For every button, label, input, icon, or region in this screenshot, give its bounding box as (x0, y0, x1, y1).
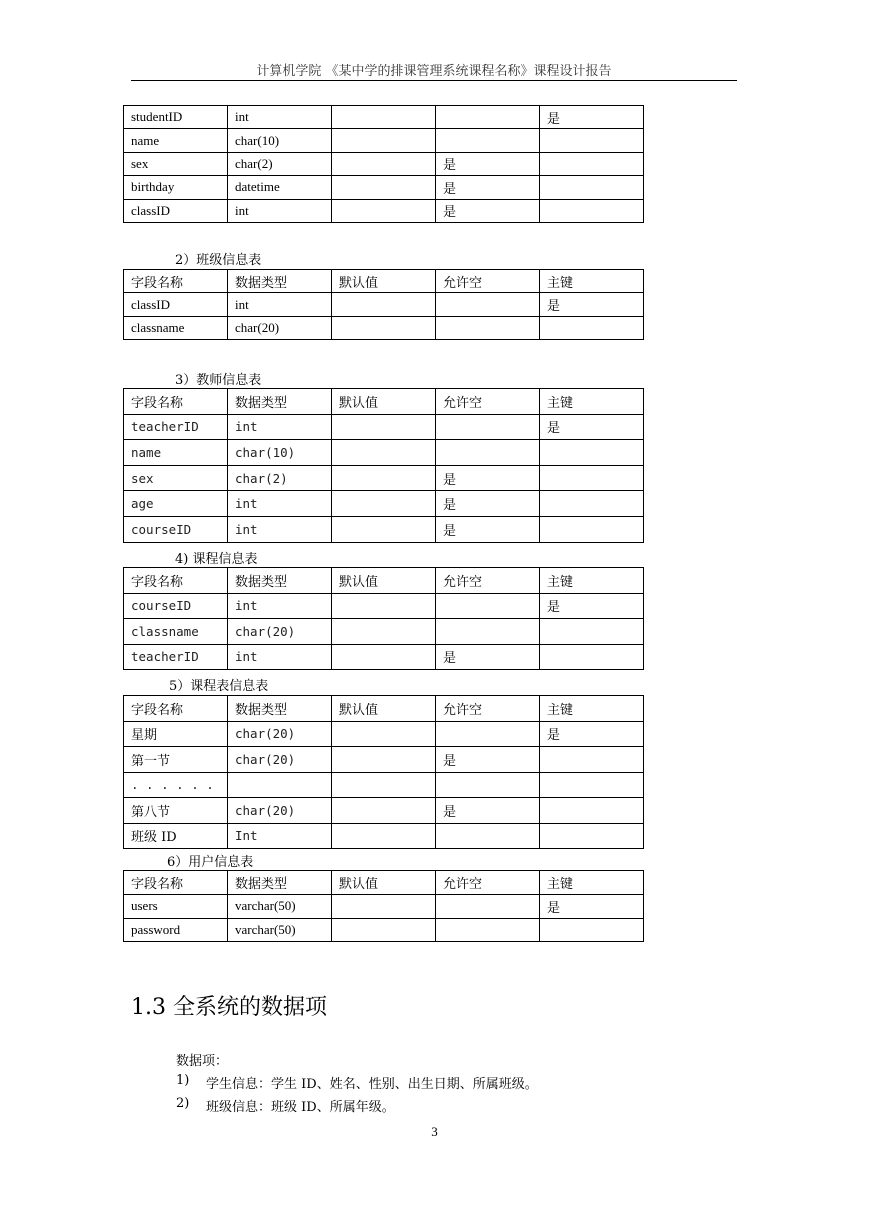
table-cell (436, 440, 540, 466)
table-cell (332, 619, 436, 645)
column-header: 数据类型 (228, 270, 332, 293)
table-cell (436, 316, 540, 339)
table-cell (540, 465, 644, 491)
table-row (124, 293, 644, 316)
teacher-table-caption: 3）教师信息表 (175, 373, 262, 388)
column-header: 默认值 (332, 696, 436, 722)
table-cell (436, 894, 540, 918)
teacher-table (123, 388, 644, 543)
table-cell: 是 (436, 516, 540, 542)
table-cell: 是 (540, 293, 644, 316)
list-item-text: 学生信息：学生 ID、姓名、性别、出生日期、所属班级。 (206, 1077, 538, 1092)
column-header: 默认值 (332, 270, 436, 293)
user-table-caption: 6）用户信息表 (167, 855, 254, 870)
table-cell: password (124, 918, 228, 942)
table-cell (436, 918, 540, 942)
table-row (124, 516, 644, 542)
table-cell: 是 (436, 798, 540, 824)
column-header: 允许空 (436, 270, 540, 293)
table-cell: char(20) (228, 316, 332, 339)
table-cell: 是 (540, 721, 644, 747)
table-cell (332, 894, 436, 918)
column-header: 字段名称 (124, 871, 228, 895)
table-cell (436, 106, 540, 129)
table-cell: birthday (124, 176, 228, 199)
column-header: 数据类型 (228, 871, 332, 895)
table-cell: 班级 ID (124, 823, 228, 849)
list-item-number: 1) (176, 1073, 190, 1088)
table-cell: int (228, 293, 332, 316)
table-row (124, 772, 644, 798)
table-cell (332, 152, 436, 175)
column-header: 数据类型 (228, 389, 332, 415)
table-cell (332, 644, 436, 670)
table-cell (540, 440, 644, 466)
table-cell: Int (228, 823, 332, 849)
course-table (123, 567, 644, 670)
table-cell (540, 491, 644, 517)
table-cell (332, 316, 436, 339)
table-cell: sex (124, 465, 228, 491)
table-cell (436, 721, 540, 747)
table-cell: char(20) (228, 798, 332, 824)
column-header: 默认值 (332, 389, 436, 415)
table-cell (332, 918, 436, 942)
table-cell (540, 644, 644, 670)
table-cell: int (228, 516, 332, 542)
table-cell (436, 129, 540, 152)
table-cell: 是 (436, 747, 540, 773)
schedule-table-caption: 5）课程表信息表 (169, 679, 269, 694)
table-row (124, 644, 644, 670)
table-cell (332, 798, 436, 824)
table-cell: teacherID (124, 644, 228, 670)
table-row (124, 414, 644, 440)
class-table-caption: 2）班级信息表 (175, 253, 262, 268)
table-header-row (124, 696, 644, 722)
page-number: 3 (431, 1124, 438, 1139)
table-row (124, 491, 644, 517)
column-header: 允许空 (436, 389, 540, 415)
class-table (123, 269, 644, 340)
table-cell: char(20) (228, 721, 332, 747)
table-cell: users (124, 894, 228, 918)
column-header: 主键 (540, 568, 644, 594)
table-cell: char(10) (228, 440, 332, 466)
column-header: 主键 (540, 696, 644, 722)
table-row (124, 129, 644, 152)
table-cell: 第一节 (124, 747, 228, 773)
table-cell (332, 721, 436, 747)
table-header-row (124, 270, 644, 293)
header-divider (131, 80, 737, 81)
table-cell: 是 (436, 199, 540, 222)
table-row (124, 152, 644, 175)
table-cell: char(20) (228, 747, 332, 773)
page-header: 计算机学院 《某中学的排课管理系统课程名称》课程设计报告 (256, 64, 612, 79)
table-cell: courseID (124, 516, 228, 542)
table-cell: name (124, 440, 228, 466)
table-cell: varchar(50) (228, 894, 332, 918)
table-cell (540, 823, 644, 849)
table-cell: teacherID (124, 414, 228, 440)
table-cell (436, 823, 540, 849)
table-cell (332, 129, 436, 152)
table-cell: int (228, 199, 332, 222)
table-cell (540, 176, 644, 199)
table-cell: 是 (540, 414, 644, 440)
table-header-row (124, 568, 644, 594)
column-header: 主键 (540, 871, 644, 895)
table-cell: int (228, 644, 332, 670)
column-header: 允许空 (436, 871, 540, 895)
table-cell: int (228, 106, 332, 129)
table-row (124, 440, 644, 466)
section-heading: 1.3 全系统的数据项 (131, 995, 327, 1020)
table-row (124, 747, 644, 773)
column-header: 默认值 (332, 568, 436, 594)
table-cell: 是 (436, 644, 540, 670)
table-cell (540, 772, 644, 798)
table-cell: sex (124, 152, 228, 175)
student-table (123, 105, 644, 223)
section-intro: 数据项： (176, 1054, 229, 1069)
table-cell (540, 798, 644, 824)
table-cell: char(20) (228, 619, 332, 645)
column-header: 字段名称 (124, 696, 228, 722)
table-cell: . . . . . . (124, 772, 228, 798)
table-row (124, 316, 644, 339)
table-cell: courseID (124, 593, 228, 619)
table-cell: classID (124, 293, 228, 316)
table-cell (540, 619, 644, 645)
table-row (124, 619, 644, 645)
table-row (124, 918, 644, 942)
table-cell: classname (124, 316, 228, 339)
table-cell: 是 (436, 176, 540, 199)
table-row (124, 106, 644, 129)
table-cell: classID (124, 199, 228, 222)
column-header: 允许空 (436, 568, 540, 594)
table-cell (540, 516, 644, 542)
column-header: 字段名称 (124, 568, 228, 594)
table-cell (332, 747, 436, 773)
table-row (124, 593, 644, 619)
table-cell (332, 491, 436, 517)
table-cell: 是 (540, 106, 644, 129)
table-cell: age (124, 491, 228, 517)
table-cell: char(2) (228, 152, 332, 175)
table-row (124, 721, 644, 747)
table-cell: 是 (436, 491, 540, 517)
column-header: 字段名称 (124, 389, 228, 415)
table-cell: 是 (540, 894, 644, 918)
table-cell (540, 747, 644, 773)
table-cell: char(10) (228, 129, 332, 152)
column-header: 主键 (540, 270, 644, 293)
table-cell: varchar(50) (228, 918, 332, 942)
schedule-table (123, 695, 644, 849)
table-cell: name (124, 129, 228, 152)
column-header: 默认值 (332, 871, 436, 895)
table-cell (436, 414, 540, 440)
table-row (124, 465, 644, 491)
list-item-number: 2) (176, 1096, 190, 1111)
table-cell: 是 (436, 465, 540, 491)
table-cell (540, 152, 644, 175)
user-table (123, 870, 644, 942)
table-cell (540, 129, 644, 152)
table-cell: 星期 (124, 721, 228, 747)
table-row (124, 176, 644, 199)
table-header-row (124, 389, 644, 415)
table-cell (332, 414, 436, 440)
table-cell: studentID (124, 106, 228, 129)
list-item-text: 班级信息：班级 ID、所属年级。 (206, 1100, 395, 1115)
table-cell (540, 316, 644, 339)
table-cell (436, 772, 540, 798)
table-cell (332, 176, 436, 199)
column-header: 数据类型 (228, 568, 332, 594)
table-cell: int (228, 593, 332, 619)
table-cell (228, 772, 332, 798)
table-header-row (124, 871, 644, 895)
table-cell: int (228, 414, 332, 440)
column-header: 数据类型 (228, 696, 332, 722)
column-header: 主键 (540, 389, 644, 415)
table-cell (540, 199, 644, 222)
table-row (124, 894, 644, 918)
column-header: 字段名称 (124, 270, 228, 293)
table-cell (540, 918, 644, 942)
table-cell (332, 106, 436, 129)
table-row (124, 199, 644, 222)
table-row (124, 798, 644, 824)
table-cell: datetime (228, 176, 332, 199)
table-cell (332, 199, 436, 222)
table-cell (332, 823, 436, 849)
course-table-caption: 4) 课程信息表 (175, 552, 258, 567)
table-cell (332, 293, 436, 316)
table-cell: 第八节 (124, 798, 228, 824)
table-cell (436, 293, 540, 316)
table-cell: classname (124, 619, 228, 645)
table-cell: 是 (436, 152, 540, 175)
table-row (124, 823, 644, 849)
table-cell: char(2) (228, 465, 332, 491)
table-cell (332, 516, 436, 542)
table-cell: 是 (540, 593, 644, 619)
table-cell (436, 593, 540, 619)
column-header: 允许空 (436, 696, 540, 722)
table-cell: int (228, 491, 332, 517)
table-cell (332, 772, 436, 798)
table-cell (436, 619, 540, 645)
table-cell (332, 593, 436, 619)
table-cell (332, 465, 436, 491)
table-cell (332, 440, 436, 466)
